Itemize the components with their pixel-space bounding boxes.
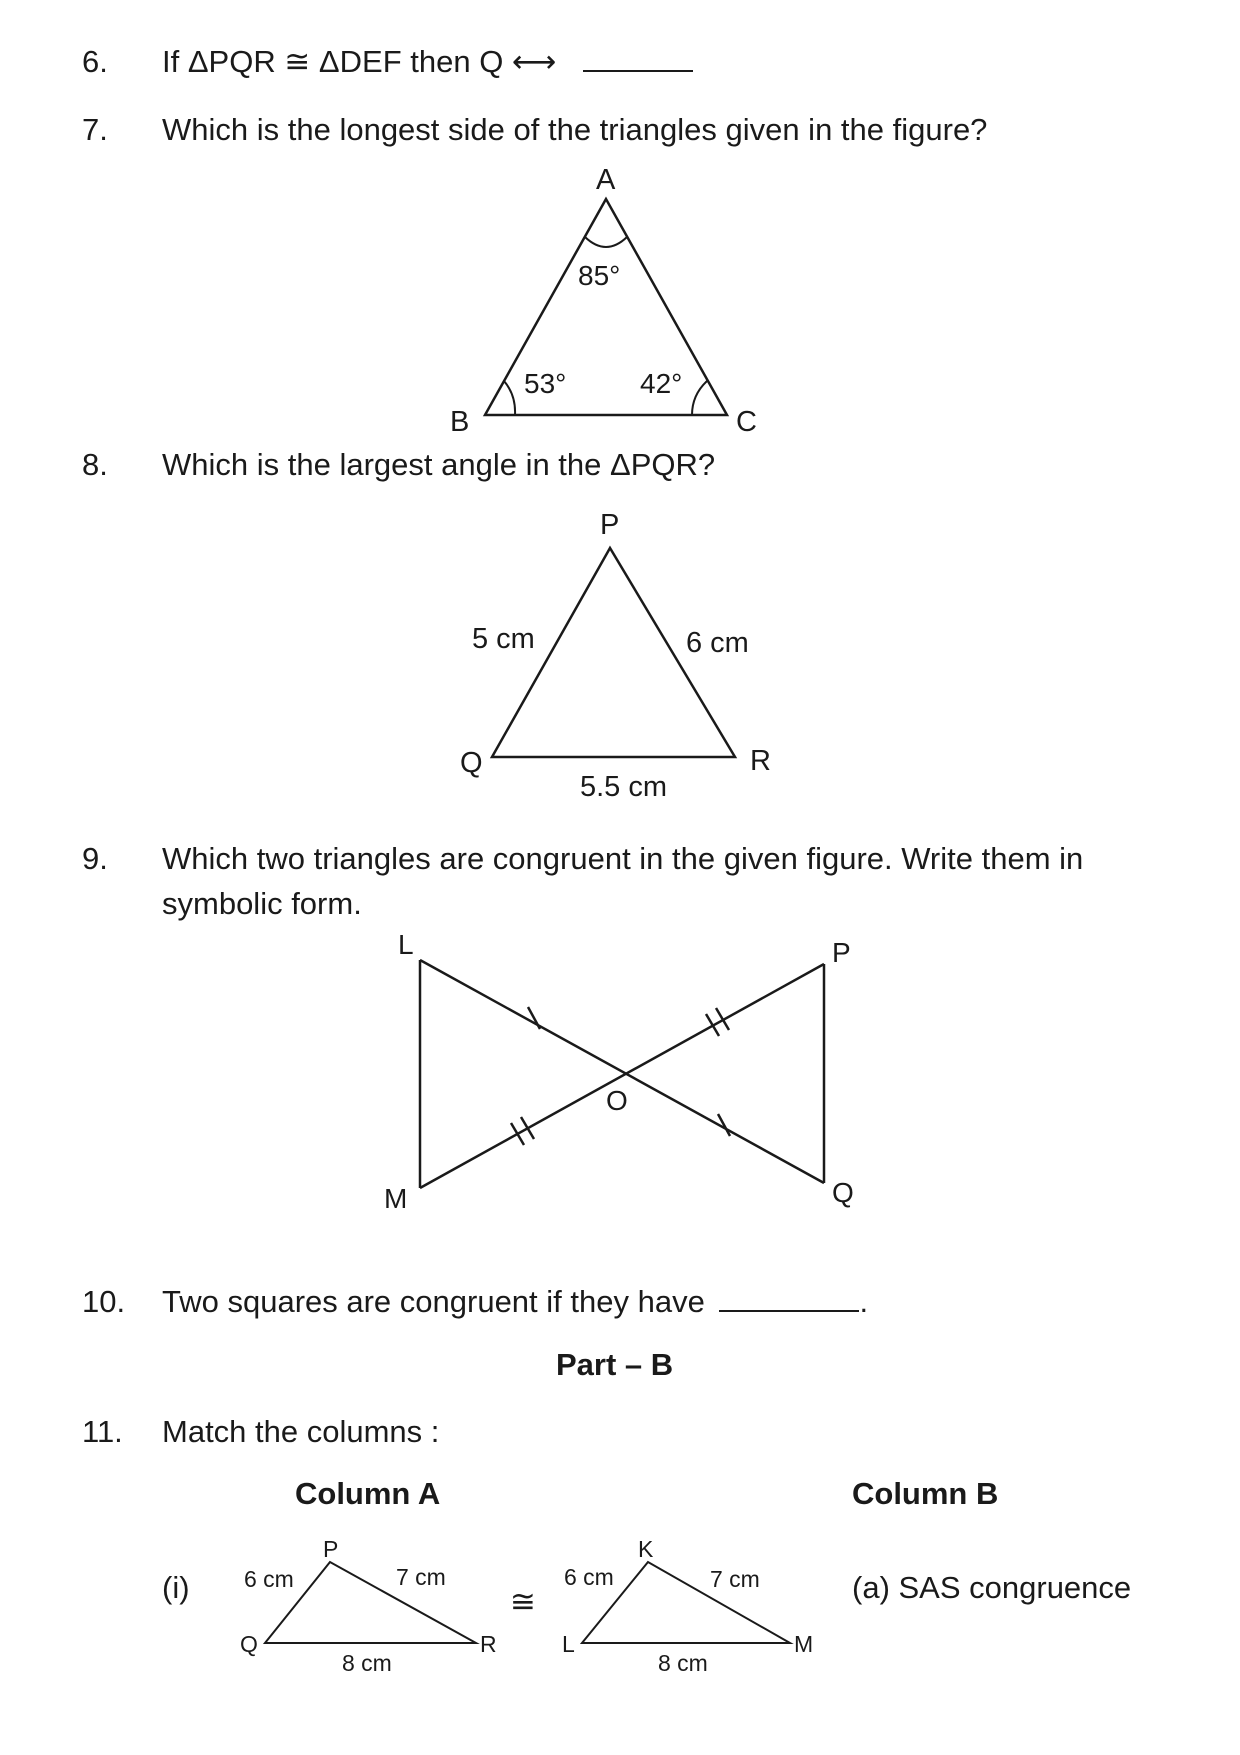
- column-b-heading: Column B: [852, 1476, 999, 1511]
- figure-triangle-abc: [430, 155, 790, 440]
- segment-lq: [420, 960, 824, 1183]
- question-number: 11.: [82, 1414, 123, 1449]
- vertex-label-b: B: [450, 406, 470, 438]
- figure-triangle-pqr-small: [240, 1525, 510, 1675]
- question-text-line-2: symbolic form.: [162, 886, 362, 921]
- figure-triangle-pqr: [450, 500, 810, 815]
- vertex-label-p: P: [600, 509, 620, 541]
- question-number: 9.: [82, 841, 108, 876]
- vertex-label-a: A: [596, 164, 616, 196]
- vertex-label-p: P: [323, 1536, 339, 1562]
- question-number: 6.: [82, 44, 108, 79]
- vertex-label-r: R: [750, 745, 771, 777]
- tick-mo-2: [521, 1117, 534, 1139]
- side-label-qr: 8 cm: [342, 1650, 392, 1675]
- angle-arc-a: [585, 237, 627, 247]
- side-label-pq: 6 cm: [244, 1566, 294, 1592]
- side-label-lm: 8 cm: [658, 1650, 708, 1675]
- side-label-kl: 6 cm: [564, 1564, 614, 1590]
- question-text: [162, 40, 693, 84]
- answer-blank[interactable]: [719, 1280, 859, 1312]
- tick-mo-1: [511, 1123, 524, 1145]
- angle-label-a: 85°: [578, 260, 621, 291]
- answer-blank[interactable]: [583, 40, 693, 72]
- sentence-end: .: [859, 1284, 869, 1319]
- vertex-label-r: R: [480, 1631, 497, 1657]
- vertex-label-l: L: [562, 1631, 575, 1657]
- question-text: Match the columns :: [162, 1414, 440, 1449]
- vertex-label-q: Q: [832, 1177, 854, 1208]
- question-text-line-1: Which two triangles are congruent in the given figure. Write them in: [162, 841, 1084, 876]
- column-a-heading: Column A: [295, 1476, 441, 1511]
- row-roman-numeral: (i): [162, 1570, 190, 1605]
- vertex-label-m: M: [794, 1631, 814, 1657]
- side-label-qr: 5.5 cm: [580, 771, 668, 803]
- question-10-text: Two squares are congruent if they have: [162, 1284, 705, 1319]
- question-6-text: If ΔPQR ≅ ΔDEF then Q ⟷: [162, 44, 557, 79]
- segment-mp: [420, 964, 824, 1188]
- vertex-label-q: Q: [240, 1631, 258, 1657]
- tick-op-1: [706, 1014, 719, 1036]
- side-label-km: 7 cm: [710, 1566, 760, 1592]
- angle-label-c: 42°: [640, 368, 683, 399]
- vertex-label-k: K: [638, 1536, 654, 1562]
- side-label-pq: 5 cm: [472, 623, 535, 655]
- vertex-label-m: M: [384, 1183, 408, 1214]
- side-label-pr: 7 cm: [396, 1564, 446, 1590]
- question-number: 7.: [82, 112, 108, 147]
- figure-bowtie-triangles: [380, 930, 880, 1220]
- congruent-symbol: ≅: [510, 1584, 536, 1619]
- vertex-label-o: O: [606, 1085, 628, 1116]
- angle-label-b: 53°: [524, 368, 567, 399]
- triangle-abc: [485, 199, 727, 415]
- part-b-heading: Part – B: [556, 1347, 674, 1382]
- question-number: 10.: [82, 1284, 126, 1319]
- figure-triangle-klm-small: [560, 1525, 830, 1675]
- vertex-label-q: Q: [460, 747, 483, 779]
- vertex-label-l: L: [398, 930, 414, 960]
- question-number: 8.: [82, 447, 108, 482]
- column-b-item-a: (a) SAS congruence: [852, 1570, 1132, 1605]
- question-text: Which is the longest side of the triangles given in the figure?: [162, 112, 988, 147]
- vertex-label-p: P: [832, 937, 851, 968]
- question-text: [162, 1280, 868, 1324]
- angle-arc-c: [692, 381, 707, 415]
- question-text: Which is the largest angle in the ΔPQR?: [162, 447, 716, 482]
- vertex-label-c: C: [736, 406, 757, 438]
- tick-lo: [528, 1007, 540, 1029]
- side-label-pr: 6 cm: [686, 627, 749, 659]
- angle-arc-b: [504, 381, 515, 415]
